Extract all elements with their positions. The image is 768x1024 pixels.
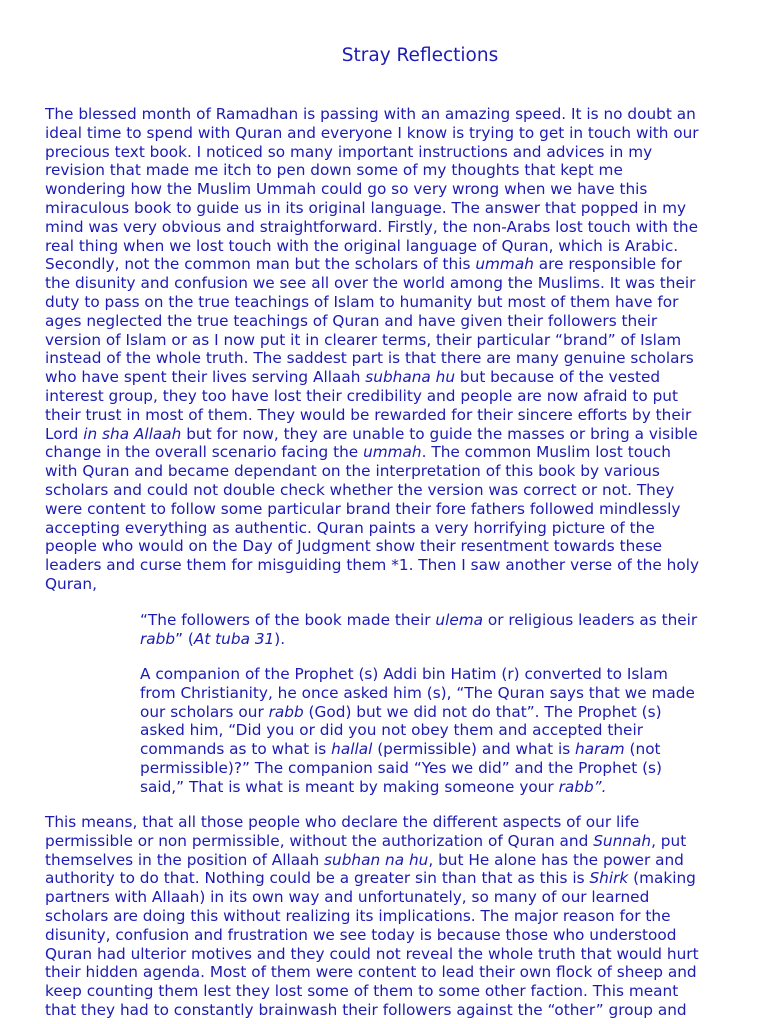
text-line bbox=[140, 740, 695, 759]
italic-term: Sunnah bbox=[593, 831, 652, 850]
text-run: change in the overall scenario facing the bbox=[45, 443, 364, 462]
text-line bbox=[45, 443, 699, 462]
text-line bbox=[45, 368, 699, 387]
italic-term: subhana hu bbox=[365, 368, 456, 387]
italic-term: hallal bbox=[331, 740, 373, 759]
italic-term: rabb”. bbox=[558, 777, 607, 796]
text-run: from Christianity, he once asked him (s), “The Quran says that we made bbox=[140, 683, 695, 702]
text-run: mind was very obvious and straightforward. Firstly, the non-Arabs lost touch with the bbox=[45, 217, 699, 236]
text-line bbox=[45, 406, 699, 425]
italic-term: rabb bbox=[140, 629, 176, 648]
text-line bbox=[140, 759, 695, 778]
text-run: , put bbox=[651, 831, 687, 850]
italic-term: haram bbox=[575, 740, 625, 759]
text-run: Lord bbox=[45, 424, 84, 443]
text-run: asked him, “Did you or did you not obey them and accepted their bbox=[140, 721, 644, 740]
text-run: Secondly, not the common man but the scholars of this bbox=[45, 255, 476, 274]
paragraph-intro bbox=[45, 105, 699, 594]
text-line bbox=[45, 274, 699, 293]
text-line bbox=[45, 199, 699, 218]
text-run: said,” That is what is meant by making someone your bbox=[140, 777, 559, 796]
text-run: instead of the whole truth. The saddest part is that there are many genuine scholars bbox=[45, 349, 694, 368]
text-line bbox=[45, 387, 699, 406]
text-run: (making bbox=[628, 869, 696, 888]
text-run: commands as to what is bbox=[140, 740, 332, 759]
text-line bbox=[45, 293, 699, 312]
text-run: (permissible) and what is bbox=[372, 740, 576, 759]
document-title: Stray Reflections bbox=[341, 45, 499, 66]
text-run: Quran had ulterior motives and they could not reveal the whole truth that would hurt bbox=[45, 944, 699, 963]
text-run: our scholars our bbox=[140, 702, 269, 721]
text-run: . The common Muslim lost touch bbox=[421, 443, 671, 462]
text-run: accepting everything as authentic. Quran paints a very horrifying picture of the bbox=[45, 518, 655, 537]
text-line bbox=[45, 462, 699, 481]
text-run: real thing when we lost touch with the original language of Quran, which is Arabic. bbox=[45, 236, 679, 255]
text-run: The blessed month of Ramadhan is passing with an amazing speed. It is no doubt an bbox=[45, 105, 696, 123]
text-run: wondering how the Muslim Ummah could go so very wrong when we have this bbox=[45, 180, 648, 199]
text-run: ” ( bbox=[175, 629, 194, 648]
text-line bbox=[45, 1001, 699, 1020]
text-line bbox=[45, 481, 699, 500]
text-line bbox=[140, 721, 695, 740]
text-line bbox=[45, 963, 699, 982]
italic-term: in sha Allaah bbox=[83, 424, 182, 443]
text-run: with Quran and became dependant on the interpretation of this book by various bbox=[45, 462, 660, 481]
text-line bbox=[45, 888, 699, 907]
text-run: people who would on the Day of Judgment show their resentment towards these bbox=[45, 537, 663, 556]
text-line bbox=[45, 105, 699, 124]
text-run: disunity, confusion and frustration we see today is because those who understood bbox=[45, 925, 677, 944]
text-run: This means, that all those people who declare the different aspects of our life bbox=[45, 813, 640, 831]
text-run: but because of the vested bbox=[455, 368, 661, 387]
text-line bbox=[45, 832, 699, 851]
text-run: but for now, they are unable to guide the masses or bring a visible bbox=[181, 424, 698, 443]
text-run: are responsible for bbox=[533, 255, 682, 274]
text-line bbox=[140, 630, 697, 649]
quote-hadith bbox=[140, 665, 695, 797]
text-line bbox=[140, 684, 695, 703]
text-line bbox=[45, 869, 699, 888]
text-line bbox=[45, 556, 699, 575]
text-run: their trust in most of them. They would be rewarded for their sincere efforts by their bbox=[45, 405, 692, 424]
text-line bbox=[45, 255, 699, 274]
text-run: (not bbox=[624, 740, 661, 759]
text-line bbox=[45, 851, 699, 870]
text-line bbox=[45, 537, 699, 556]
text-run: ages neglected the true teachings of Quran and have given their followers their bbox=[45, 311, 658, 330]
text-run: or religious leaders as their bbox=[483, 611, 698, 629]
text-run: ). bbox=[274, 629, 286, 648]
text-line bbox=[45, 143, 699, 162]
italic-term: ummah bbox=[475, 255, 534, 274]
text-run: (God) but we did not do that”. The Prophet (s) bbox=[303, 702, 662, 721]
text-line bbox=[45, 180, 699, 199]
text-run: miraculous book to guide us in its original language. The answer that popped in my bbox=[45, 198, 687, 217]
text-line bbox=[45, 945, 699, 964]
text-line bbox=[45, 926, 699, 945]
text-run: who have spent their lives serving Allaah bbox=[45, 368, 366, 387]
text-run: their hidden agenda. Most of them were content to lead their own flock of sheep and bbox=[45, 963, 697, 982]
text-run: keep counting them lest they lost some of them to some other faction. This meant bbox=[45, 982, 679, 1001]
text-line bbox=[45, 907, 699, 926]
text-run: precious text book. I noticed so many important instructions and advices in my bbox=[45, 142, 653, 161]
text-line bbox=[45, 500, 699, 519]
text-line bbox=[45, 331, 699, 350]
italic-term: ummah bbox=[363, 443, 422, 462]
text-line bbox=[45, 312, 699, 331]
text-run: scholars and could not double check whether the version was correct or not. They bbox=[45, 480, 675, 499]
italic-term: ulema bbox=[435, 611, 484, 629]
text-line bbox=[45, 519, 699, 538]
text-run: the disunity and confusion we see all over the world among the Muslims. It was their bbox=[45, 274, 696, 293]
text-run: “The followers of the book made their bbox=[140, 611, 436, 629]
text-line bbox=[45, 425, 699, 444]
text-run: leaders and curse them for misguiding them *1. Then I saw another verse of the holy bbox=[45, 556, 700, 575]
text-line bbox=[140, 611, 697, 630]
text-line bbox=[45, 813, 699, 832]
italic-term: subhan na hu bbox=[324, 850, 429, 869]
text-line bbox=[45, 218, 699, 237]
text-run: , but He alone has the power and bbox=[428, 850, 684, 869]
italic-term: Shirk bbox=[589, 869, 629, 888]
text-run: interest group, they too have lost their credibility and people are now afraid to put bbox=[45, 386, 678, 405]
text-run: partners with Allaah) in its own way and unfortunately, so many of our learned bbox=[45, 888, 650, 907]
text-run: version of Islam or as I now put it in clearer terms, their particular “brand” of Islam bbox=[45, 330, 682, 349]
text-run: permissible)?” The companion said “Yes we did” and the Prophet (s) bbox=[140, 758, 662, 777]
paragraph-conclusion bbox=[45, 813, 699, 1020]
text-line bbox=[45, 349, 699, 368]
text-line bbox=[45, 982, 699, 1001]
text-line bbox=[45, 575, 699, 594]
text-line bbox=[140, 665, 695, 684]
text-run: A companion of the Prophet (s) Addi bin Hatim (r) converted to Islam bbox=[140, 665, 668, 683]
italic-term: rabb bbox=[268, 702, 304, 721]
text-run: authority to do that. Nothing could be a greater sin than that as this is bbox=[45, 869, 590, 888]
text-run: scholars are doing this without realizing its implications. The major reason for the bbox=[45, 906, 671, 925]
text-line bbox=[45, 237, 699, 256]
text-line bbox=[140, 703, 695, 722]
text-run: duty to pass on the true teachings of Islam to humanity but most of them have for bbox=[45, 292, 679, 311]
text-run: Quran, bbox=[45, 574, 97, 593]
text-run: themselves in the position of Allaah bbox=[45, 850, 325, 869]
quote-verse bbox=[140, 611, 697, 649]
text-line bbox=[140, 778, 695, 797]
text-run: permissible or non permissible, without the authorization of Quran and bbox=[45, 831, 594, 850]
text-run: were content to follow some particular brand their fore fathers followed mindlessly bbox=[45, 499, 681, 518]
italic-term: At tuba 31 bbox=[193, 629, 275, 648]
text-line bbox=[45, 161, 699, 180]
text-run: ideal time to spend with Quran and everyone I know is trying to get in touch with our bbox=[45, 123, 699, 142]
text-line bbox=[45, 124, 699, 143]
text-run: that they had to constantly brainwash their followers against the “other” group and bbox=[45, 1000, 687, 1019]
text-run: revision that made me itch to pen down some of my thoughts that kept me bbox=[45, 161, 623, 180]
